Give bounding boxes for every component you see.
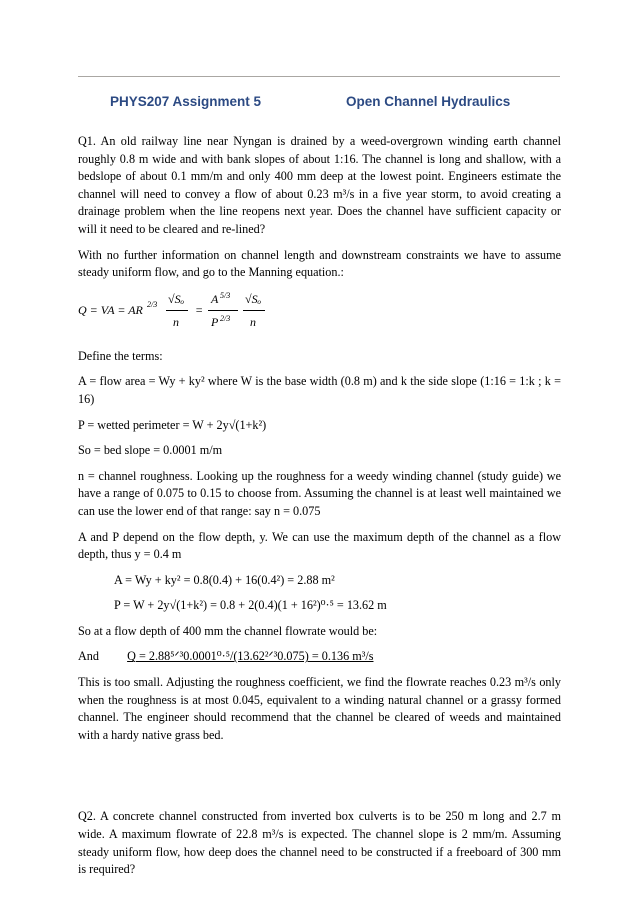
def-perimeter: P = wetted perimeter = W + 2y√(1+k²): [78, 417, 267, 432]
calc-area: A = Wy + ky² = 0.8(0.4) + 16(0.4²) = 2.88 m²: [114, 572, 335, 587]
eq-lhs: Q = VA = AR: [78, 302, 143, 317]
flow-result-line: [78, 648, 561, 666]
course-title: PHYS207 Assignment 5: [110, 94, 262, 109]
eq-exp-23b: 2/3: [220, 313, 231, 323]
q1-question: Q1. An old railway line near Nyngan is drained by a weed-overgrown winding earth channel roughly 0.8 m wide and with bank slopes of about 1:16. The channel is long and shallow, with a bedslope of about 0.1 mm/m and only 400 mm deep at the lowest point. Engineers estimate the channel will need to convey a flow of about 0.23 m³/s in a five year storm, to avoid creating a drainage problem when the line reopens next year. Does the channel have sufficient capacity or will it need to be cleared and re-lined?: [78, 134, 561, 236]
q2-question: Q2. A concrete channel constructed from inverted box culverts is to be 250 m long and 2.7 m wide. A maximum flowrate of 22.8 m³/s is expected. The channel slope is 2 mm/m. Assuming steady uniform flow, how deep does the channel need to be constructed if a freeboard of 300 mm is required?: [78, 809, 561, 877]
eq-fraction-line-1: [166, 310, 188, 311]
flow-result: Q = 2.88⁵ᐟ³0.0001⁰·⁵/(13.62²ᐟ³0.075) = 0.136 m³/s: [127, 649, 374, 664]
document-body: [78, 133, 561, 887]
def-roughness: n = channel roughness. Looking up the roughness for a weedy winding channel (study guide) we have a range of 0.075 to 0.15 to choose from. Assuming the channel is at least well maintained we can use the lower end of that range: say n = 0.075: [78, 468, 561, 518]
and-label: And: [78, 649, 99, 664]
flow-intro: So at a flow depth of 400 mm the channel flowrate would be:: [78, 623, 378, 638]
def-area: A = flow area = Wy + ky² where W is the base width (0.8 m) and k the side slope (1:16 = 1:k ; k = 16): [78, 374, 561, 406]
depth-text: A and P depend on the flow depth, y. We can use the maximum depth of the channel as a flow depth, thus y = 0.4 m: [78, 529, 561, 562]
eq-A: A: [211, 291, 219, 306]
eq-n-2: n: [250, 314, 256, 329]
def-bed-slope: So = bed slope = 0.0001 m/m: [78, 443, 223, 458]
q1-intro: With no further information on channel length and downstream constraints we have to assume steady uniform flow, and go to the Manning equation.:: [78, 247, 561, 280]
section-gap: [78, 752, 561, 808]
define-terms: Define the terms:: [78, 348, 163, 363]
eq-P: P: [211, 314, 219, 329]
manning-equation: [78, 290, 561, 336]
header-rule: [78, 76, 560, 77]
eq-sqrt-so-2: √Sₒ: [245, 291, 262, 306]
conclusion: This is too small. Adjusting the roughness coefficient, we find the flowrate reaches 0.23 m³/s only when the roughness is at most 0.045, equivalent to a winding natural channel or a grassy formed channel. The engineer should recommend that the channel be cleared of weeds and maintained with a hardy native grass bed.: [78, 675, 561, 742]
topic-title: Open Channel Hydraulics: [346, 94, 511, 109]
eq-exp-23: 2/3: [147, 299, 158, 309]
eq-exp-53: 5/3: [220, 290, 231, 300]
eq-fraction-line-3: [243, 310, 265, 311]
eq-sqrt-so-1: √Sₒ: [168, 291, 185, 306]
eq-n-1: n: [173, 314, 179, 329]
calc-perimeter: P = W + 2y√(1+k²) = 0.8 + 2(0.4)(1 + 16²)⁰·⁵ = 13.62 m: [114, 598, 387, 613]
eq-equals: =: [195, 302, 204, 317]
